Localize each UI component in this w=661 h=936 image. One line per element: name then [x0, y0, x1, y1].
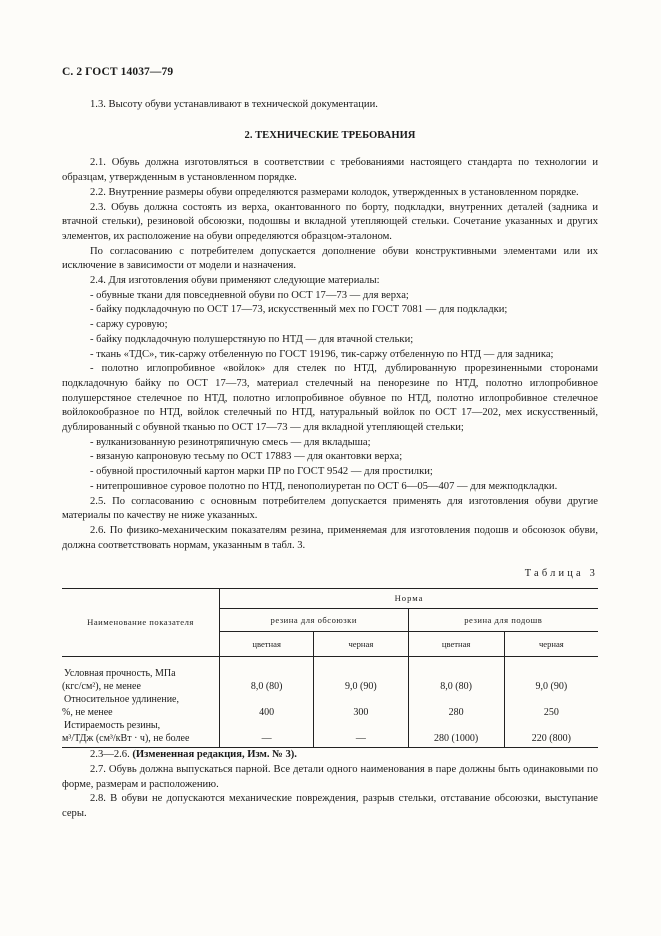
material-item: - байку подкладочную полушерстяную по НТД — для втачной стельки; [90, 333, 414, 345]
row-label [62, 657, 220, 694]
paragraph-2-5: 2.5. По согласованию с основным потребителем допускается применять для изготовления обуви другие материалы по качеству не ниже указанных. [62, 495, 598, 522]
row-label-line: м³/ТДж (см³/кВт · ч), не более [62, 733, 190, 745]
page-header: С. 2 ГОСТ 14037—79 [62, 66, 174, 78]
paragraph-1-3: 1.3. Высоту обуви устанавливают в технической документации. [90, 99, 378, 110]
paragraph-2-7: 2.7. Обувь должна выпускаться парной. Все детали одного наименования в паре должны быть одинаковыми по форме, размерам и расположению. [62, 763, 598, 790]
material-item: - вулканизованную резинотряпичную смесь — для вкладыша; [90, 436, 371, 448]
amendment-ref: 2.3—2.6. [90, 749, 133, 761]
table-cell: 8,0 (80) [408, 657, 504, 694]
table-cell: — [314, 719, 408, 748]
amendment-note [62, 748, 598, 763]
material-item: - полотно иглопробивное «войлок» для стелек по НТД, дублированную прорезиненными сторонами подкладочную байку по ОСТ 17—73, материал стелечный на пенорезине по НТД, полотно иглопробивное полушерстяное стелечное по НТД, полотно иглопробивное обувное по НТД, полотно иглопробивное стелечное войлокообразное по НТД, войлок стелечный по НТД, натуральный войлок по ОСТ 17—202, мех искусственный, дублированный с обувной тканью по ОСТ 17—73 — для вкладной утепляющей стельки; [62, 363, 598, 434]
row-label-line: %, не менее [62, 707, 113, 719]
document-body [62, 98, 598, 822]
material-item: - вязаную капроновую тесьму по ОСТ 17883 — для окантовки верха; [90, 451, 403, 463]
column-header-name: Наименование показателя [62, 589, 220, 657]
row-label-line: (кгс/см²), не менее [62, 681, 141, 693]
material-item: - саржу суровую; [90, 319, 168, 331]
table-cell: — [220, 719, 314, 748]
row-label [62, 719, 220, 748]
column-sub-header: черная [504, 632, 598, 657]
paragraph-2-4: 2.4. Для изготовления обуви применяют следующие материалы: [90, 275, 380, 287]
table-cell: 8,0 (80) [220, 657, 314, 694]
norms-table [62, 588, 598, 748]
table-cell: 400 [220, 693, 314, 719]
column-group-podoshva: резина для подошв [408, 609, 598, 632]
paragraph-2-1: 2.1. Обувь должна изготовляться в соответствии с требованиями настоящего стандарта по технологии и образцам, утвержденным в установленном порядке. [62, 157, 598, 184]
material-item: - байку подкладочную по ОСТ 17—73, искусственный мех по ГОСТ 7081 — для подкладки; [90, 304, 508, 316]
row-label [62, 693, 220, 719]
row-label-line: Истираемость резины, [64, 720, 161, 732]
table-cell: 300 [314, 693, 408, 719]
amendment-bold: (Измененная редакция, Изм. № 3). [132, 749, 297, 761]
paragraph-2-2: 2.2. Внутренние размеры обуви определяются размерами колодок, утвержденных в установленном порядке. [90, 186, 579, 198]
material-item: - обувной простилочный картон марки ПР по ГОСТ 9542 — для простилки; [90, 466, 433, 478]
paragraph-2-8: 2.8. В обуви не допускаются механические повреждения, разрыв стельки, отставание обсоюзки, выступание серы. [62, 793, 598, 819]
table-cell: 220 (800) [504, 719, 598, 748]
material-item: - нитепрошивное суровое полотно по НТД, пенополиуретан по ОСТ 6—05—407 — для межподкладки. [90, 480, 558, 492]
column-sub-header: цветная [408, 632, 504, 657]
paragraph-2-3: 2.3. Обувь должна состоять из верха, окантованного по борту, подкладки, внутренних деталей (задника и втачной стельки), резиновой обсоюзки, подошвы и вкладной утепляющей стельки. Сочетание указанных и других элементов, их расположение на обуви определяются образцом-эталоном. [62, 201, 598, 242]
column-group-obsoyuzka: резина для обсоюзки [220, 609, 408, 632]
table-row [62, 693, 598, 719]
table-cell: 9,0 (90) [504, 657, 598, 694]
material-item: - ткань «ТДС», тик-саржу отбеленную по ГОСТ 19196, тик-саржу отбеленную по НТД — для задника; [90, 348, 554, 360]
paragraph-2-6: 2.6. По физико-механическим показателям резина, применяемая для изготовления подошв и обсоюзок обуви, должна соответствовать нормам, указанным в табл. 3. [62, 524, 598, 551]
column-header-norma: Норма [220, 589, 598, 609]
table-cell: 250 [504, 693, 598, 719]
column-sub-header: цветная [220, 632, 314, 657]
row-label-line: Условная прочность, МПа [64, 668, 176, 680]
section-title: 2. ТЕХНИЧЕСКИЕ ТРЕБОВАНИЯ [244, 129, 416, 141]
table-cell: 9,0 (90) [314, 657, 408, 694]
table-cell: 280 [408, 693, 504, 719]
table-cell: 280 (1000) [408, 719, 504, 748]
table-row [62, 719, 598, 748]
table-row [62, 657, 598, 694]
table-caption: Таблица 3 [524, 568, 598, 580]
row-label-line: Относительное удлинение, [64, 694, 179, 706]
paragraph-2-3-note: По согласованию с потребителем допускается дополнение обуви конструктивными элементами или их исключение в зависимости от модели и назначения. [62, 245, 598, 272]
column-sub-header: черная [314, 632, 408, 657]
material-item: - обувные ткани для повседневной обуви по ОСТ 17—73 — для верха; [90, 289, 409, 301]
